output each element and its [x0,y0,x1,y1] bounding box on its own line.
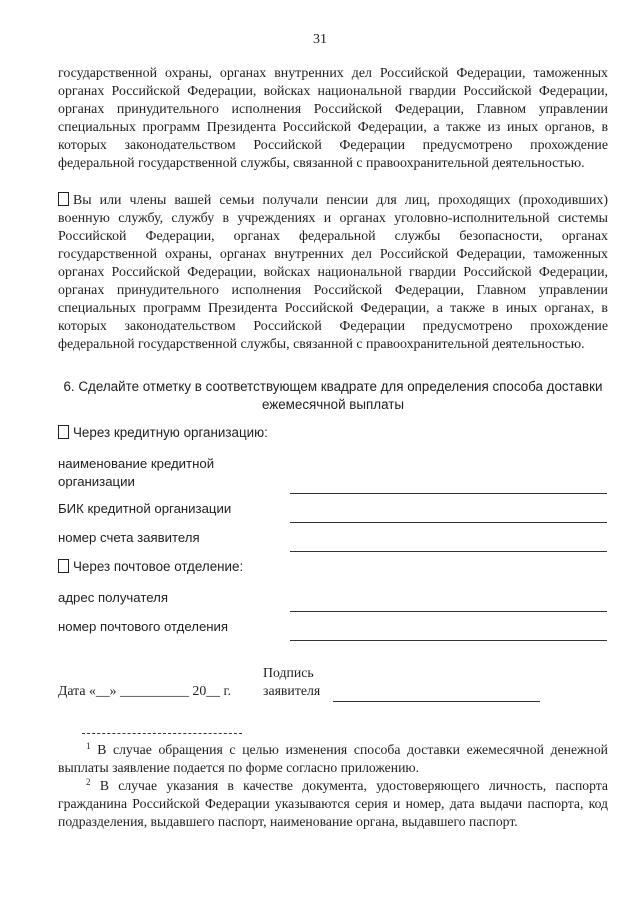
post-office-checkbox[interactable] [58,559,69,573]
date-line[interactable]: Дата «__» __________ 20__ г. [58,683,232,698]
post-office-option-label: Через почтовое отделение: [73,559,244,574]
paragraph-law-enforcement-service: государственной охраны, органах внутренних дел Российской Федерации, таможенных органах Российской Федерации, войсках национальной гвардии Российской Федерации, органах принудительного исполнения Российской Федерации, Главном управлении специальных программ Президента Российской Федерации, а также из иных органов, в которых законодательством Российской Федерации предусмотрено прохождение федеральной государственной службы, связанной с правоохранительной деятельностью. [58,66,608,171]
credit-org-name-label-line-2: организации [58,474,135,489]
footnote-1-text: В случае обращения с целью изменения способа доставки ежемесячной денежной выплаты заявление подается по форме согласно приложению. [58,742,608,775]
post-office-option [58,559,243,574]
signature-label [263,664,320,700]
account-number-label: номер счета заявителя [58,530,200,545]
credit-org-checkbox[interactable] [58,425,69,439]
signature-field[interactable] [333,701,540,702]
bik-field[interactable] [290,522,607,523]
pension-option-text: Вы или члены вашей семьи получали пенсии для лиц, проходящих (проходивших) военную службу, службу в учреждениях и органах уголовно-исполнительной системы Российской Федерации, органах федеральной службы безопасности, органах государственной охраны, органах внутренних дел Российской Федерации, таможенных органах Российской Федерации, войсках национальной гвардии Российской Федерации, органах принудительного исполнения Российской Федерации, Главном управлении специальных программ Президента Российской Федерации, а также в иных органах, в которых законодательством Российской Федерации предусмотрено прохождение федеральной государственной службы, связанной с правоохранительной деятельностью. [58,193,608,352]
footnote-separator [82,733,242,734]
credit-org-option-label: Через кредитную организацию: [73,425,268,440]
recipient-address-label: адрес получателя [58,590,168,605]
signature-label-line-1: Подпись [263,665,314,680]
bik-label: БИК кредитной организации [58,501,232,516]
footnote-2-text: В случае указания в качестве документа, удостоверяющего личность, паспорта гражданина Российской Федерации указываются серия и номер, дата выдачи паспорта, код подразделения, выдавшего паспорт, наименование органа, выдавшего паспорт. [58,778,609,829]
page-number: 31 [313,32,327,47]
footnote-1-mark: 1 [86,741,91,751]
post-office-number-label: номер почтового отделения [58,619,229,634]
footnote-1 [58,741,608,777]
paragraph-pension-option [58,192,608,354]
pension-checkbox[interactable] [58,192,69,206]
recipient-address-field[interactable] [290,611,607,612]
section-6-heading-line-2: ежемесячной выплаты [261,397,405,412]
post-office-number-field[interactable] [290,640,607,641]
footnote-2-mark: 2 [86,777,91,787]
signature-label-line-2: заявителя [263,683,321,698]
section-6-heading [58,378,608,414]
credit-org-name-field[interactable] [290,493,607,494]
credit-org-option [58,425,268,440]
account-number-field[interactable] [290,551,607,552]
footnote-2 [58,777,608,831]
section-6-heading-line-1: 6. Сделайте отметку в соответствующем квадрате для определения способа доставки [63,379,603,394]
credit-org-name-label-line-1: наименование кредитной [58,456,215,471]
credit-org-name-label [58,455,214,491]
